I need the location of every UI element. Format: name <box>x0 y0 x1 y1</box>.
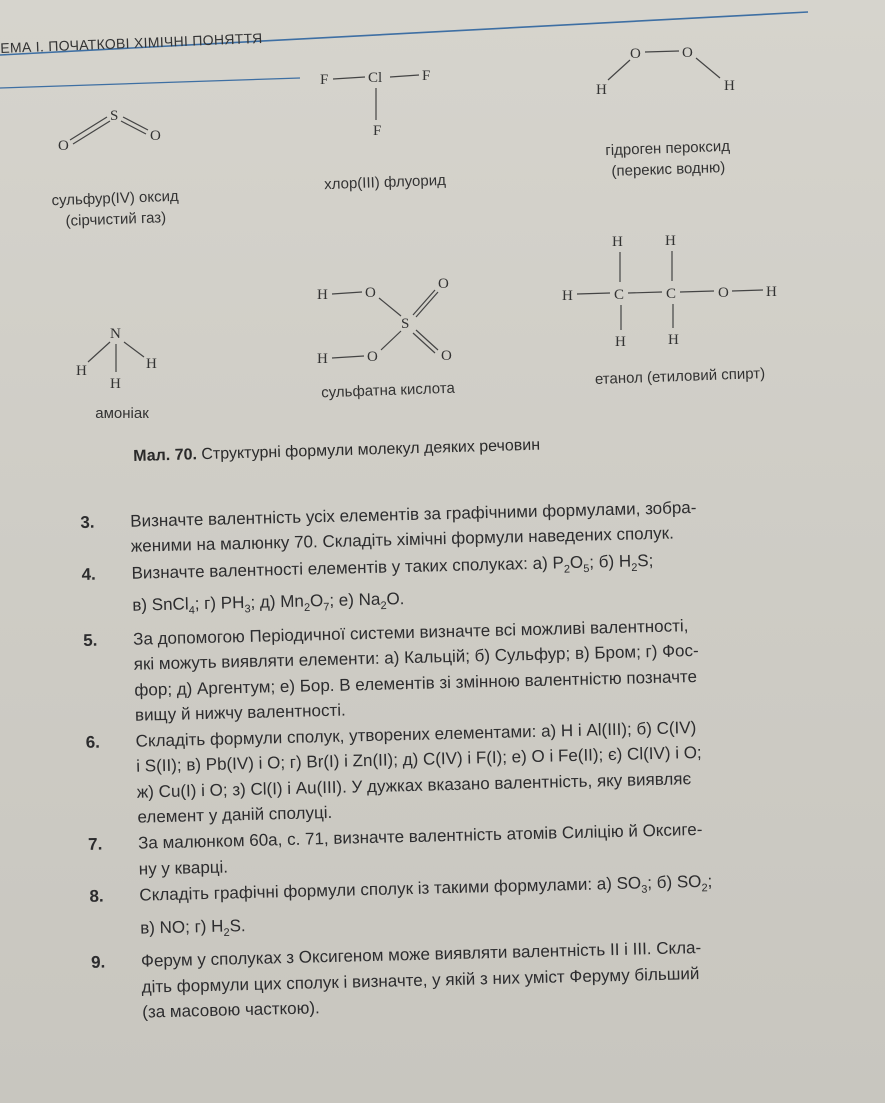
exercise-line: фор; д) Аргентум; е) Бор. В елементів зі змінною валентністю позначте <box>134 666 698 700</box>
atom: H <box>76 363 87 379</box>
exercise-line: і S(II); в) Pb(IV) і O; г) Br(I) і Zn(II); д) C(IV) і F(I); е) O і Fe(II); є) Cl(IV) і O; <box>136 743 702 777</box>
atom: Cl <box>368 70 383 86</box>
atom: O <box>630 46 641 62</box>
exercise-text <box>133 609 865 728</box>
atom: O <box>150 128 161 144</box>
exercise-list <box>80 491 872 1027</box>
chapter-header: ЕМА І. ПОЧАТКОВІ ХІМІЧНІ ПОНЯТТЯ <box>0 29 263 56</box>
atom: O <box>367 349 378 365</box>
molecule-ethanol <box>560 228 800 348</box>
molecule-so2 <box>50 100 190 160</box>
atom: H <box>665 233 676 249</box>
exercise-line: вищу й нижчу валентності. <box>134 700 346 725</box>
atom: H <box>766 284 777 300</box>
exercise-line: ж) Cu(I) і O; з) Cl(I) і Au(III). У дужках вказано валентність, яку виявляє <box>136 768 692 802</box>
exercise-line: женими на малюнку 70. Складіть хімічні формули наведених сполук. <box>130 523 675 557</box>
atom: O <box>438 276 449 292</box>
label-nh3: амоніак <box>95 405 149 422</box>
exercise-number: 8. <box>89 886 104 906</box>
atom: O <box>441 348 452 364</box>
atom: O <box>365 285 376 301</box>
figure-number: Мал. 70. <box>133 446 198 465</box>
exercise-line: в) NO; г) $H_2S$. <box>139 915 246 939</box>
atom: H <box>724 78 735 94</box>
atom: H <box>615 334 626 348</box>
atom: H <box>596 82 607 98</box>
exercise-item <box>85 711 867 831</box>
label-so2: сульфур(IV) оксид (сірчистий газ) <box>51 187 179 230</box>
atom: H <box>668 332 679 348</box>
molecule-h2so4 <box>315 270 475 370</box>
label-h2so4: сульфатна кислота <box>320 379 456 402</box>
exercise-number: 7. <box>87 834 103 855</box>
exercise-line: Визначте валентність усіх елементів за графічними формулами, зобра- <box>130 497 697 531</box>
atom: H <box>317 351 328 367</box>
atom: H <box>146 356 157 372</box>
exercise-number: 4. <box>81 564 96 584</box>
exercise-number: 6. <box>85 732 101 753</box>
exercise-number: 9. <box>90 952 106 973</box>
atom: O <box>682 45 693 61</box>
atom: H <box>110 376 121 392</box>
exercise-line: Ферум у сполуках з Оксигеном може виявляти валентність II і III. Скла- <box>140 938 702 971</box>
exercise-text <box>135 711 867 830</box>
molecule-h2o2 <box>590 40 750 100</box>
atom: O <box>58 138 69 154</box>
atom: S <box>401 316 410 332</box>
atom: O <box>718 285 729 301</box>
label-clf3: хлор(III) флуорид <box>323 171 447 194</box>
exercise-line: ну у кварці. <box>138 857 229 879</box>
atom: H <box>317 287 328 303</box>
exercise-number: 5. <box>82 630 98 650</box>
label-ethanol: етанол (етиловий спирт) <box>594 365 766 388</box>
exercise-line: Визначте валентності елементів у таких сполуках: а) $P_2O_5$; б) $H_2S$; <box>131 550 654 583</box>
atom: S <box>110 108 119 124</box>
atom: C <box>666 286 677 302</box>
molecule-nh3 <box>68 320 178 395</box>
exercise-item <box>83 609 865 729</box>
atom: H <box>612 234 623 250</box>
label-h2o2: гідроген пероксид (перекис водню) <box>605 137 731 180</box>
atom: N <box>110 326 121 342</box>
exercise-line: Складіть формули сполук, утворених елементами: а) H і Al(III); б) C(IV) <box>135 718 697 751</box>
atom: F <box>373 123 382 139</box>
exercise-line: Складіть графічні формули сполук із такими формулами: а) $SO_3$; б) $SO_2$; <box>139 871 713 905</box>
atom: H <box>562 288 573 304</box>
exercise-line: які можуть виявляти елементи: а) Кальцій; б) Сульфур; в) Бром; г) Фос- <box>133 641 699 674</box>
atom: C <box>614 287 625 303</box>
exercise-line: За допомогою Періодичної системи визначте всі можливі валентності, <box>132 616 689 649</box>
figure-caption <box>133 437 540 466</box>
exercise-line: За малюнком 60а, с. 71, визначте валентність атомів Силіцію й Оксиге- <box>137 820 703 854</box>
exercise-line: (за масовою часткою). <box>142 998 320 1022</box>
exercise-number: 3. <box>80 512 95 532</box>
molecule-clf3 <box>318 62 448 142</box>
atom: F <box>320 72 329 88</box>
exercise-line: діть формули цих сполук і визначте, у якій з них уміст Феруму більший <box>141 963 700 997</box>
exercise-line: в) SnCl$_4$; г) $PH_3$; д) $Mn_2O_7$; е) $Na_2O$. <box>132 589 405 618</box>
figure-caption-text: Структурні формули молекул деяких речовин <box>196 436 541 464</box>
atom: F <box>422 68 431 84</box>
exercise-line: елемент у даній сполуці. <box>137 802 333 827</box>
